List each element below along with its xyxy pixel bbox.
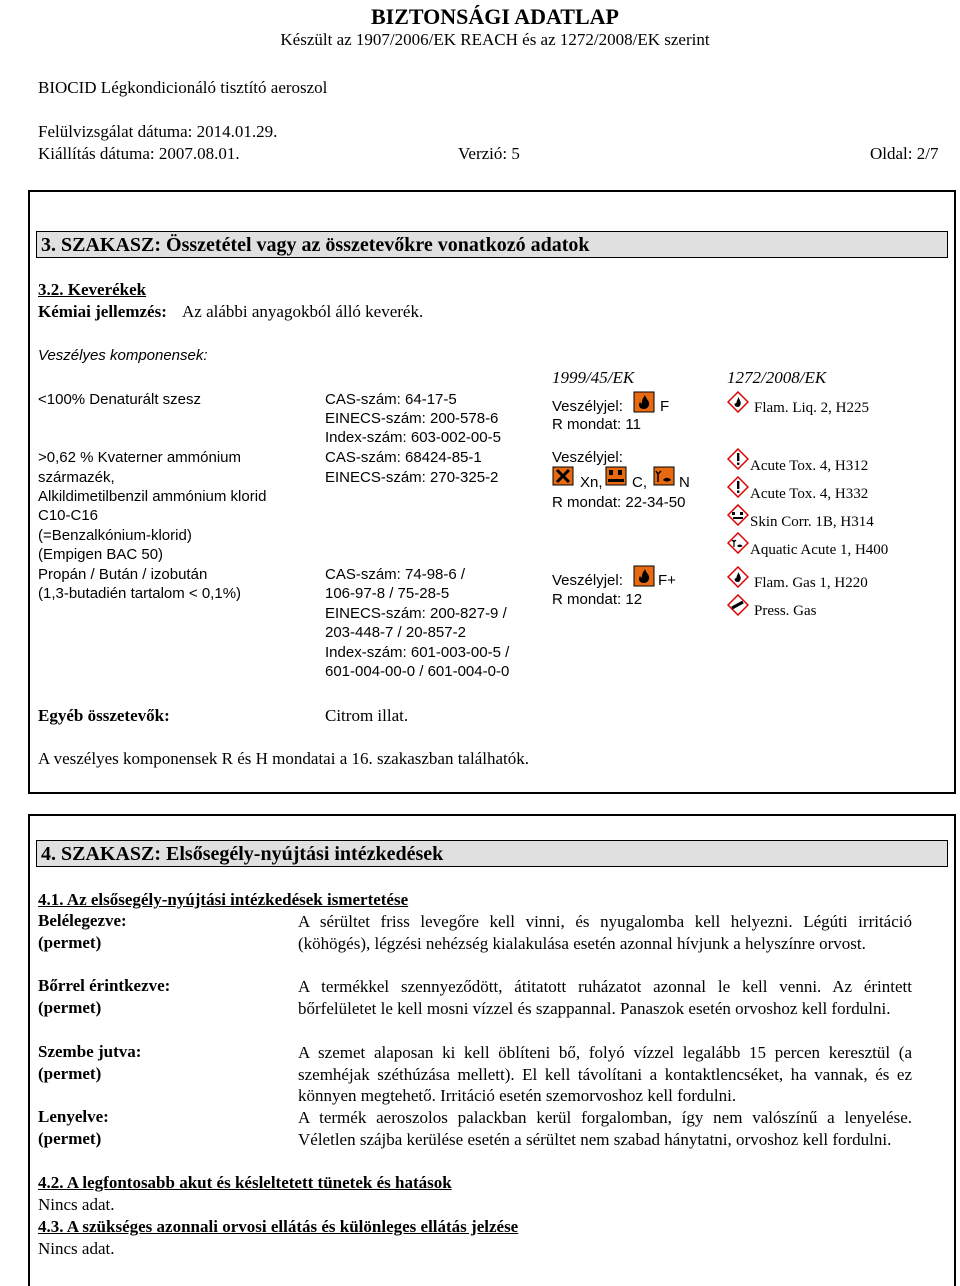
column-1999: 1999/45/EK [552, 368, 635, 387]
clp-classification: Flam. Liq. 2, H225 [754, 400, 869, 416]
environment-icon [653, 466, 675, 486]
page-number: Oldal: 2/7 [870, 144, 939, 163]
symbol-label: Veszélyjel: [552, 572, 623, 589]
section-4-heading: 4. SZAKASZ: Elsősegély-nyújtási intézkedések [36, 840, 948, 867]
symbol-code: Xn, [580, 474, 603, 491]
eye-contact-label: Szembe jutva: [38, 1042, 142, 1061]
clp-classification: Press. Gas [754, 603, 817, 619]
ghs-environment-icon [727, 532, 749, 554]
section-4-1-heading: 4.1. Az elsősegély-nyújtási intézkedések ismertetése [38, 890, 409, 909]
clp-classification: Acute Tox. 4, H312 [750, 458, 869, 474]
product-name: BIOCID Légkondicionáló tisztító aeroszol [38, 78, 328, 97]
symbol-label: Veszélyjel: [552, 398, 623, 415]
symbol-code: C, [632, 474, 647, 491]
r-phrase: R mondat: 11 [552, 416, 641, 433]
cas-line: 106-97-8 / 75-28-5 [325, 585, 450, 602]
issue-date: Kiállítás dátuma: 2007.08.01. [38, 144, 240, 163]
clp-classification: Skin Corr. 1B, H314 [750, 514, 874, 530]
component-name: C10-C16 [38, 507, 99, 524]
component-name: Propán / Bután / izobután [38, 566, 208, 583]
eye-contact-text: A szemet alaposan ki kell öblíteni bő, folyó vízzel legalább 15 percen keresztül (a szemhéjak széthúzása mellett). El kell távolítani a kontaktlencséket, ha vannak, és ez könnyen megtehető. Irritáció esetén szemorvoshoz kell fordulni. [298, 1043, 912, 1105]
flame-icon [633, 391, 655, 413]
chem-label: Kémiai jellemzés: [38, 302, 167, 321]
component-name: <100% Denaturált szesz [38, 391, 202, 408]
document-subtitle: Készült az 1907/2006/EK REACH és az 1272/2008/EK szerint [280, 30, 710, 49]
chem-value: Az alábbi anyagokból álló keverék. [182, 302, 424, 321]
section-4-3-value: Nincs adat. [38, 1239, 115, 1258]
symbol-code: N [679, 474, 690, 491]
section-4-3-heading: 4.3. A szükséges azonnali orvosi ellátás és különleges ellátás jelzése [38, 1217, 519, 1236]
skin-contact-label: Bőrrel érintkezve: [38, 976, 171, 995]
inhalation-label: Belélegezve: [38, 911, 127, 930]
inhalation-label-sub: (permet) [38, 933, 102, 952]
index-line: 601-004-00-0 / 601-004-0-0 [325, 663, 510, 680]
flame-icon [633, 565, 655, 587]
ingestion-text: A termék aeroszolos palackban kerül forgalomban, így nem valószínű a lenyelése. Véletlen szájba kerülése esetén a sérültet nem szabad hánytatni, orvoshoz kell fordulni. [298, 1108, 912, 1149]
cross-icon [552, 466, 574, 486]
ghs-flame-icon [727, 566, 749, 588]
component-name: (=Benzalkónium-klorid) [38, 527, 192, 544]
cas-line: CAS-szám: 74-98-6 / [325, 566, 466, 583]
eye-contact-label-sub: (permet) [38, 1064, 102, 1083]
inhalation-text: A sérültet friss levegőre kell vinni, és nyugalomba kell helyezni. Légúti irritáció (köhögés), légzési nehézség kialakulása esetén azonnal hívjunk a helyszínre orvost. [298, 912, 912, 953]
ghs-gas-cylinder-icon [727, 594, 749, 616]
component-name: (Empigen BAC 50) [38, 546, 164, 563]
cas-line: CAS-szám: 64-17-5 [325, 391, 457, 408]
skin-contact-label-sub: (permet) [38, 998, 102, 1017]
other-components-value: Citrom illat. [325, 706, 409, 725]
ghs-corrosion-icon [727, 504, 749, 526]
r-phrase: R mondat: 12 [552, 591, 643, 608]
section-4-2-value: Nincs adat. [38, 1195, 115, 1214]
component-name: Alkildimetilbenzil ammónium klorid [38, 488, 267, 505]
index-line: Index-szám: 603-002-00-5 [325, 429, 501, 446]
component-name: származék, [38, 469, 115, 486]
symbol-code: F [660, 398, 670, 415]
section-3-heading: 3. SZAKASZ: Összetétel vagy az összetevőkre vonatkozó adatok [36, 231, 948, 258]
einecs-line: 203-448-7 / 20-857-2 [325, 624, 466, 641]
section-3-2-heading: 3.2. Keverékek [38, 280, 147, 299]
clp-classification: Aquatic Acute 1, H400 [750, 542, 889, 558]
einecs-line: EINECS-szám: 200-827-9 / [325, 605, 507, 622]
section-3-note: A veszélyes komponensek R és H mondatai a 16. szakaszban találhatók. [38, 749, 529, 768]
ghs-exclamation-icon [727, 476, 749, 498]
clp-classification: Acute Tox. 4, H332 [750, 486, 869, 502]
section-4-2-heading: 4.2. A legfontosabb akut és késleltetett tünetek és hatások [38, 1173, 452, 1192]
symbol-label: Veszélyjel: [552, 449, 623, 466]
ghs-exclamation-icon [727, 448, 749, 470]
document-title: BIZTONSÁGI ADATLAP [371, 4, 619, 29]
symbol-code: F+ [658, 572, 676, 589]
corrosive-icon [605, 466, 627, 486]
cas-line: CAS-szám: 68424-85-1 [325, 449, 482, 466]
component-name: (1,3-butadién tartalom < 0,1%) [38, 585, 242, 602]
ingestion-label-sub: (permet) [38, 1129, 102, 1148]
r-phrase: R mondat: 22-34-50 [552, 494, 686, 511]
ghs-flame-icon [727, 391, 749, 413]
hazardous-components-label: Veszélyes komponensek: [38, 347, 208, 364]
ingestion-label: Lenyelve: [38, 1107, 109, 1126]
column-1272: 1272/2008/EK [727, 368, 827, 387]
other-components-label: Egyéb összetevők: [38, 706, 170, 725]
index-line: Index-szám: 601-003-00-5 / [325, 644, 510, 661]
skin-contact-text: A termékkel szennyeződött, átitatott ruházatot azonnal le kell venni. Az érintett bőrfelületet le kell mosni vízzel és szappannal. Panaszok esetén orvoshoz kell fordulni. [298, 977, 912, 1018]
version: Verzió: 5 [458, 144, 520, 163]
component-name: >0,62 % Kvaterner ammónium [38, 449, 242, 466]
einecs-line: EINECS-szám: 200-578-6 [325, 410, 499, 427]
einecs-line: EINECS-szám: 270-325-2 [325, 469, 499, 486]
review-date: Felülvizsgálat dátuma: 2014.01.29. [38, 122, 278, 141]
clp-classification: Flam. Gas 1, H220 [754, 575, 868, 591]
